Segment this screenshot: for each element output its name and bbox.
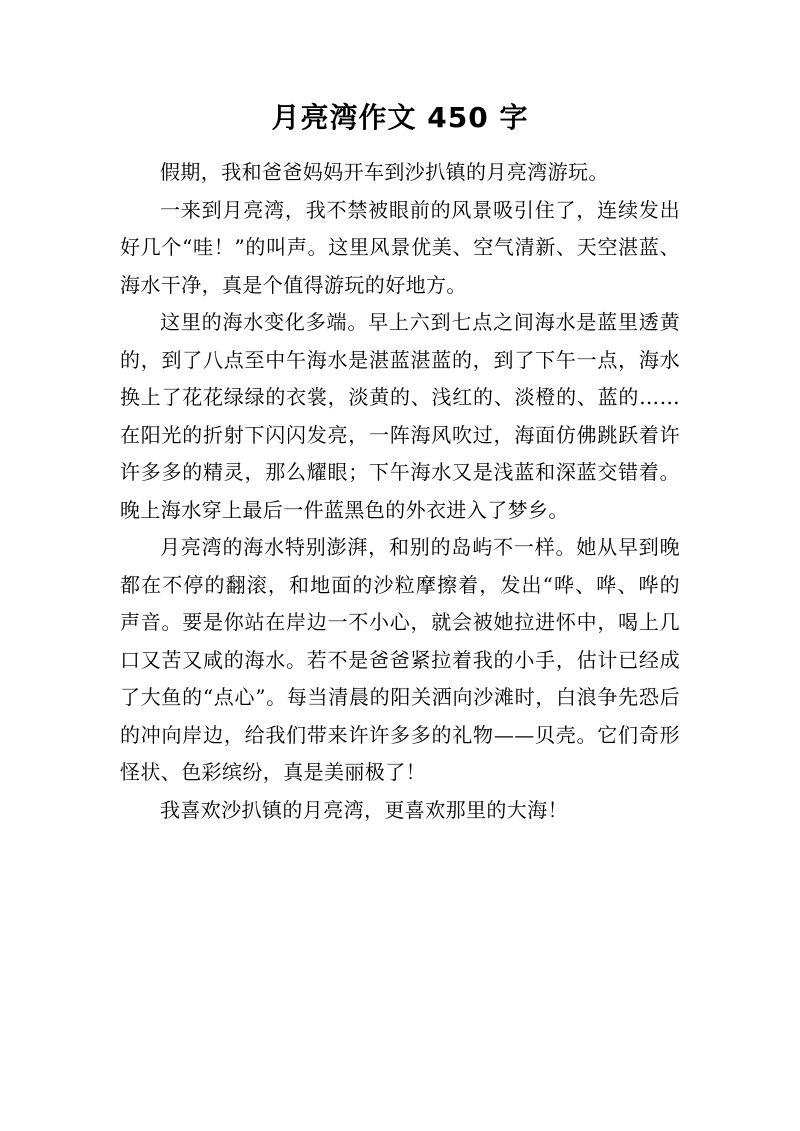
paragraph-3: 这里的海水变化多端。早上六到七点之间海水是蓝里透黄的，到了八点至中午海水是湛蓝湛蓝的，到了下午一点，海水换上了花花绿绿的衣裳，淡黄的、浅红的、淡橙的、蓝的……在阳光的折射下闪闪发亮，一阵海风吹过，海面仿佛跳跃着许许多多的精灵，那么耀眼；下午海水又是浅蓝和深蓝交错着。晚上海水穿上最后一件蓝黑色的外衣进入了梦乡。 (120, 310, 680, 522)
paragraph-2: 一来到月亮湾，我不禁被眼前的风景吸引住了，连续发出好几个“哇！”的叫声。这里风景优美、空气清新、天空湛蓝、海水干净，真是个值得游玩的好地方。 (120, 197, 680, 297)
document-title: 月亮湾作文 450 字 (271, 101, 529, 134)
paragraph-5: 我喜欢沙扒镇的月亮湾，更喜欢那里的大海！ (160, 797, 568, 822)
document-body (120, 154, 680, 829)
paragraph-4: 月亮湾的海水特别澎湃，和别的岛屿不一样。她从早到晚都在不停的翻滚，和地面的沙粒摩擦着，发出“哗、哗、哗的声音。要是你站在岸边一不小心，就会被她拉进怀中，喝上几口又苦又咸的海水。若不是爸爸紧拉着我的小手，估计已经成了大鱼的“点心”。每当清晨的阳关洒向沙滩时，白浪争先恐后的冲向岸边，给我们带来许许多多的礼物——贝壳。它们奇形怪状、色彩缤纷，真是美丽极了！ (120, 535, 680, 784)
paragraph-1: 假期，我和爸爸妈妈开车到沙扒镇的月亮湾游玩。 (160, 160, 609, 184)
